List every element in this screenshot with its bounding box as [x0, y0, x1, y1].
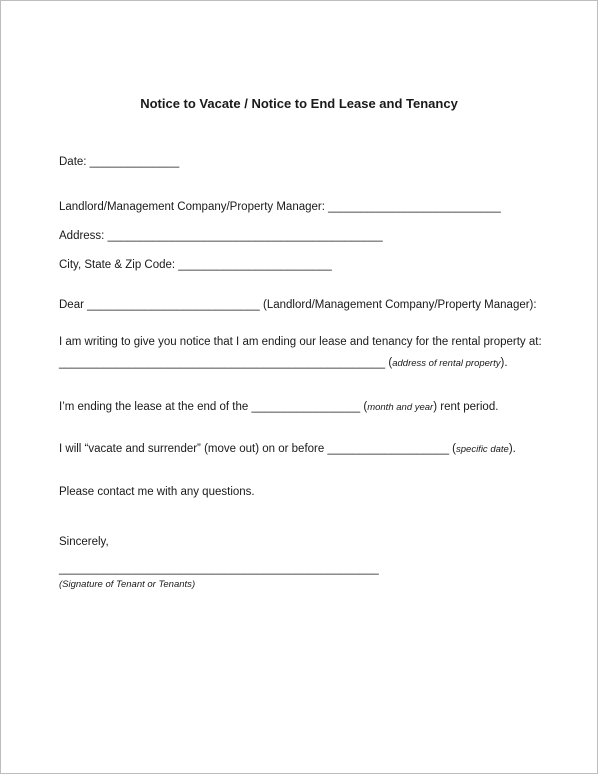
lease-end-line [59, 401, 498, 413]
rental-address-end: ). [500, 357, 508, 369]
rental-address-hint: address of rental property [392, 358, 501, 369]
vacate-end: ). [508, 443, 516, 455]
signature-label [59, 578, 195, 590]
closing-line: Sincerely, [59, 536, 109, 548]
vacate-hint: specific date [456, 444, 509, 455]
vacate-line [59, 443, 516, 455]
signature-label-open: ( [59, 579, 63, 590]
city-state-zip-line: City, State & Zip Code: ________________________ [59, 259, 332, 271]
signature-label-close: ) [191, 579, 196, 590]
notice-statement: I am writing to give you notice that I am ending our lease and tenancy for the rental property at: [59, 336, 542, 348]
date-line: Date: ______________ [59, 156, 180, 168]
landlord-line: Landlord/Management Company/Property Manager: ___________________________ [59, 201, 501, 213]
contact-line: Please contact me with any questions. [59, 486, 255, 498]
signature-blank: __________________________________________________ [59, 563, 379, 575]
rental-address-blank: ___________________________________________________ ( [59, 357, 393, 369]
rental-address-line [59, 357, 508, 369]
vacate-text: I will “vacate and surrender” (move out) on or before ___________________ ( [59, 443, 456, 455]
document-title: Notice to Vacate / Notice to End Lease and Tenancy [140, 96, 458, 111]
lease-end-hint: month and year [367, 402, 434, 413]
salutation-line: Dear ___________________________ (Landlord/Management Company/Property Manager): [59, 299, 537, 311]
signature-label-hint: Signature of Tenant or Tenants [62, 579, 192, 590]
lease-end-text: I’m ending the lease at the end of the _________________ ( [59, 401, 368, 413]
address-line: Address: ___________________________________________ [59, 230, 383, 242]
lease-end-end: ) rent period. [433, 401, 499, 413]
